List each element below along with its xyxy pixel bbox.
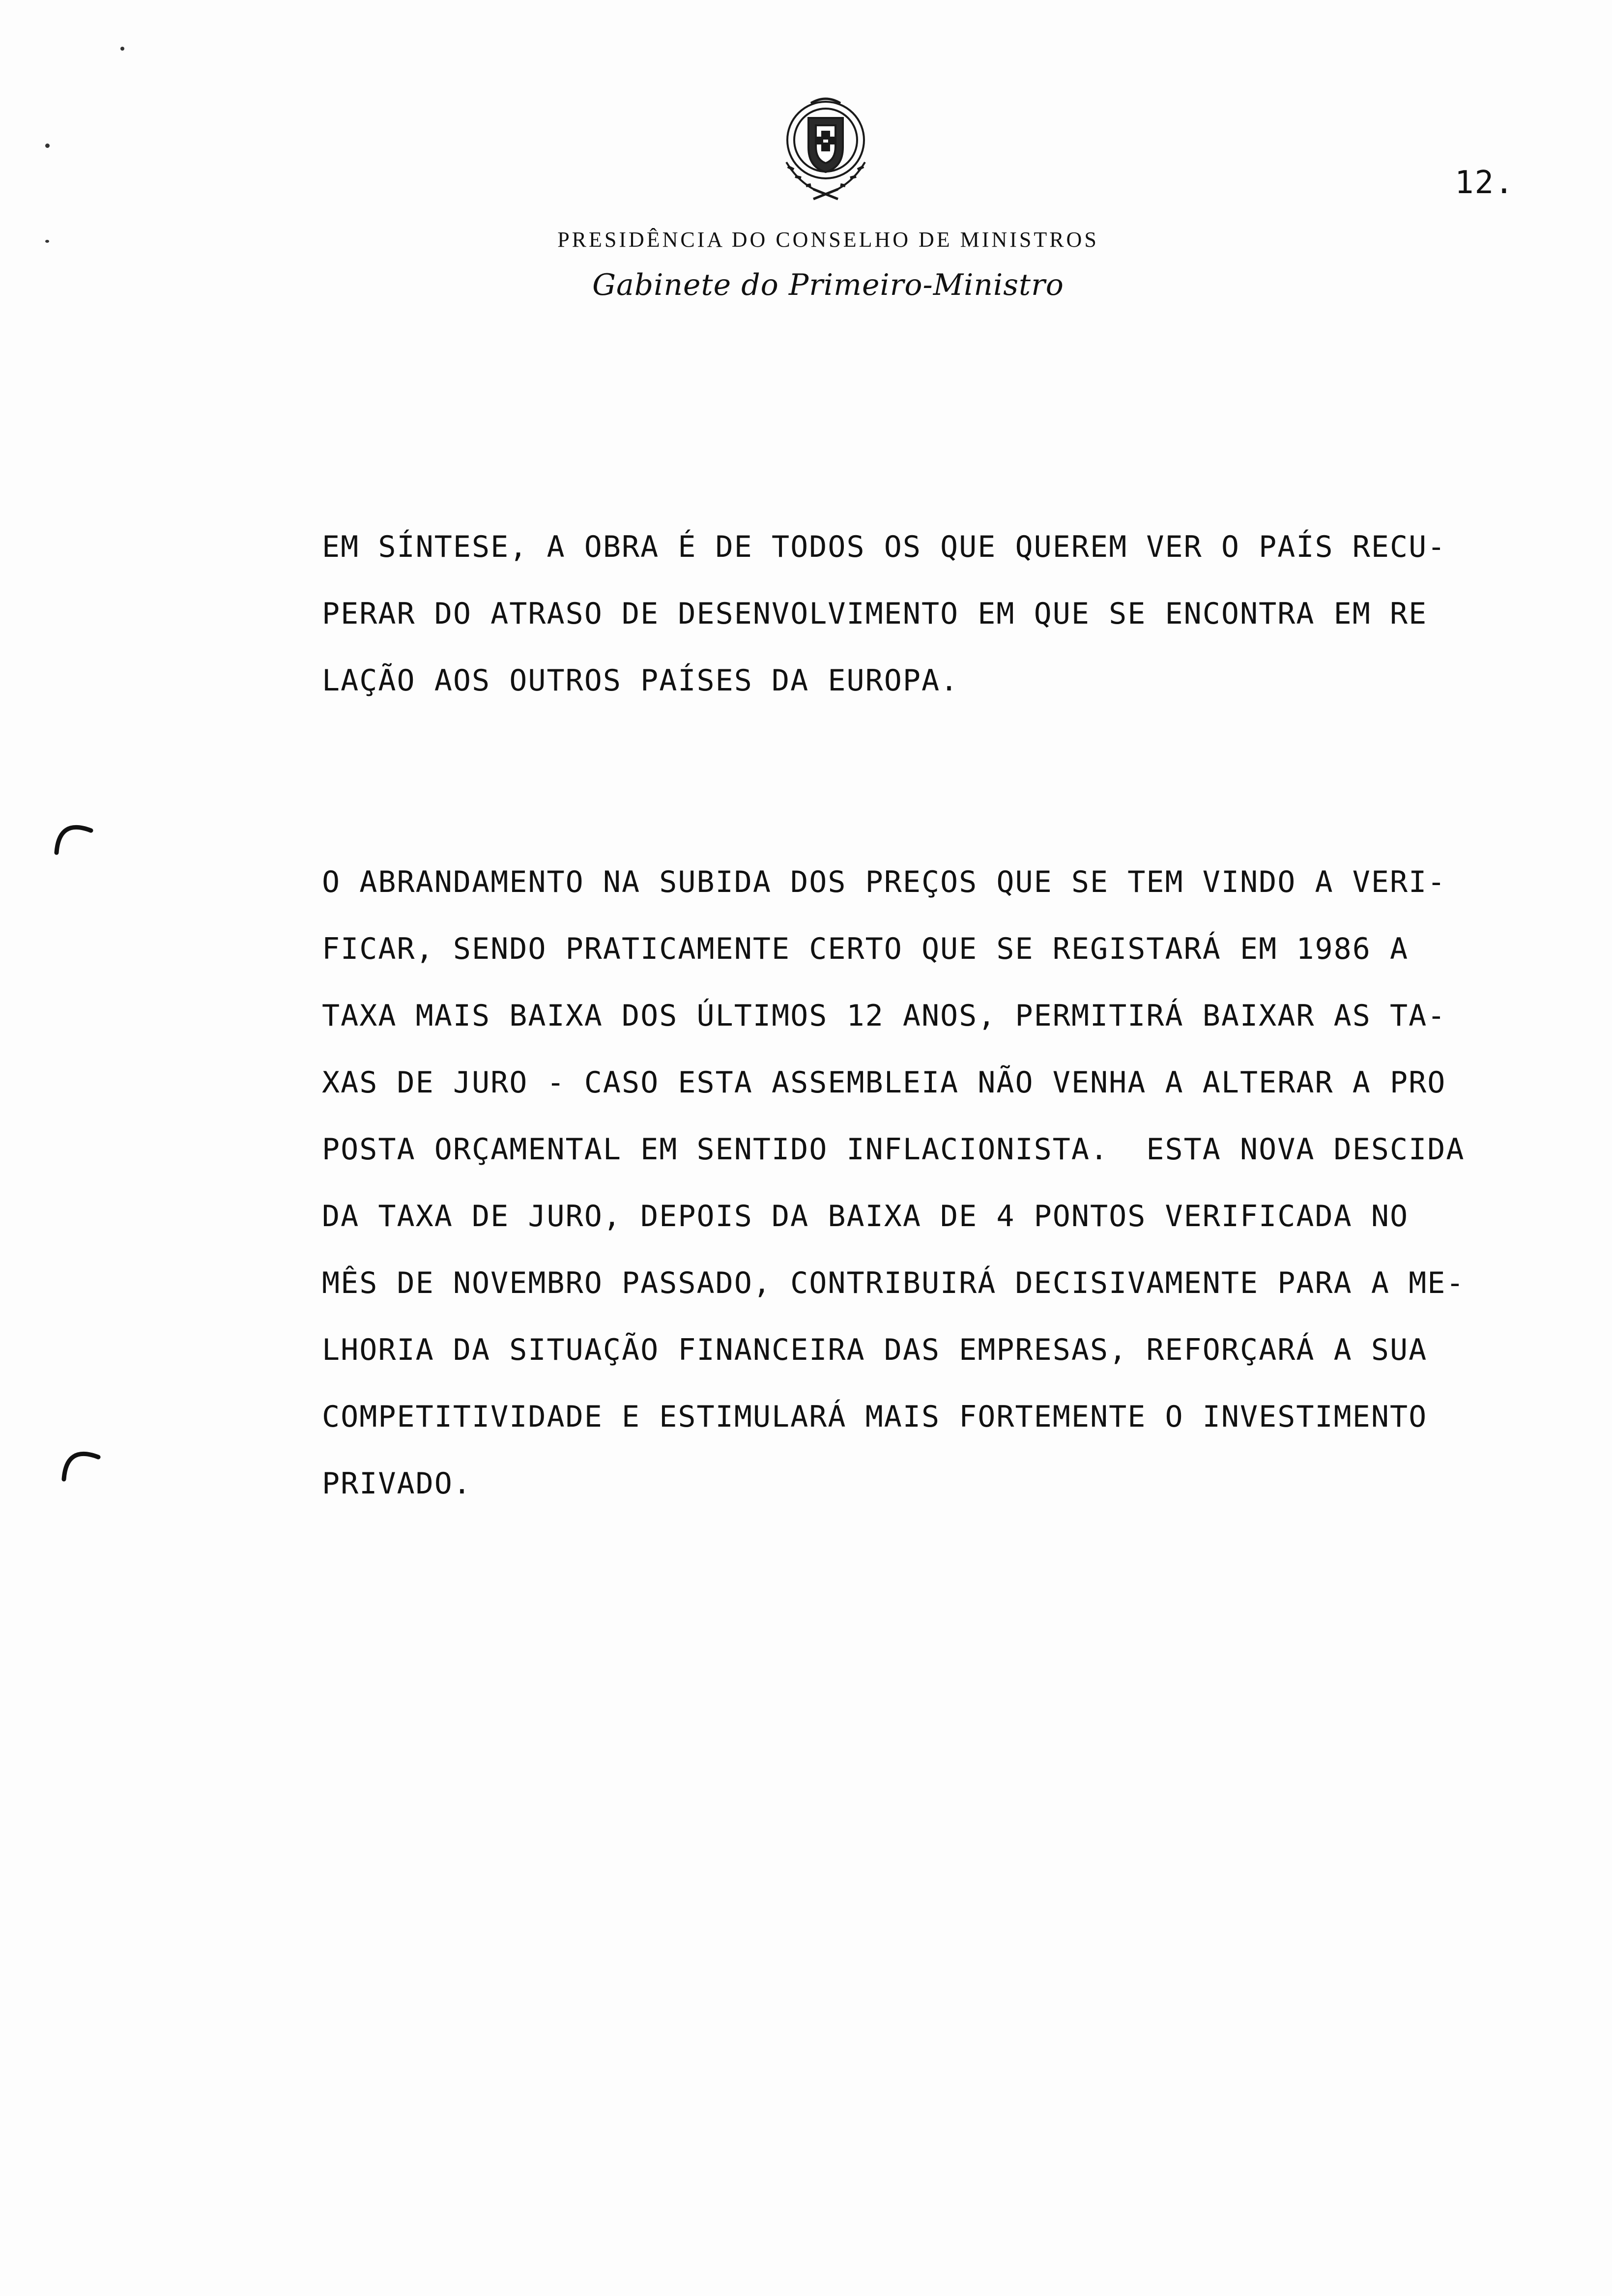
cabinet-subheading: Gabinete do Primeiro-Ministro (592, 268, 1064, 302)
text-line: LHORIA DA SITUAÇÃO FINANCEIRA DAS EMPRESAS, REFORÇARÁ A SUA (322, 1333, 1428, 1367)
text-line: MÊS DE NOVEMBRO PASSADO, CONTRIBUIRÁ DECISIVAMENTE PARA A ME- (322, 1266, 1465, 1300)
text-line: PERAR DO ATRASO DE DESENVOLVIMENTO EM QUE SE ENCONTRA EM RE (322, 597, 1428, 631)
text-line: O ABRANDAMENTO NA SUBIDA DOS PREÇOS QUE SE TEM VINDO A VERI- (322, 865, 1446, 899)
portuguese-coat-of-arms-icon (767, 88, 885, 206)
paragraph-prices (322, 849, 1536, 1517)
text-line: DA TAXA DE JURO, DEPOIS DA BAIXA DE 4 PONTOS VERIFICADA NO (322, 1199, 1409, 1234)
text-line: LAÇÃO AOS OUTROS PAÍSES DA EUROPA. (322, 663, 959, 698)
scan-speck (45, 144, 50, 148)
text-line: EM SÍNTESE, A OBRA É DE TODOS OS QUE QUEREM VER O PAÍS RECU- (322, 530, 1446, 564)
page-number: 12. (1455, 165, 1515, 201)
text-line: COMPETITIVIDADE E ESTIMULARÁ MAIS FORTEMENTE O INVESTIMENTO (322, 1400, 1428, 1434)
margin-arc-mark (49, 811, 98, 860)
scan-speck (120, 47, 124, 51)
paragraph-summary (322, 514, 1536, 714)
margin-arc-mark (57, 1437, 106, 1487)
text-line: POSTA ORÇAMENTAL EM SENTIDO INFLACIONISTA. ESTA NOVA DESCIDA (322, 1132, 1465, 1167)
text-line: FICAR, SENDO PRATICAMENTE CERTO QUE SE REGISTARÁ EM 1986 A (322, 932, 1409, 966)
text-line: TAXA MAIS BAIXA DOS ÚLTIMOS 12 ANOS, PERMITIRÁ BAIXAR AS TA- (322, 999, 1446, 1033)
institution-heading: PRESIDÊNCIA DO CONSELHO DE MINISTROS (557, 228, 1099, 252)
scan-speck (45, 240, 49, 243)
text-line: XAS DE JURO - CASO ESTA ASSEMBLEIA NÃO VENHA A ALTERAR A PRO (322, 1065, 1446, 1100)
text-line: PRIVADO. (322, 1466, 472, 1501)
